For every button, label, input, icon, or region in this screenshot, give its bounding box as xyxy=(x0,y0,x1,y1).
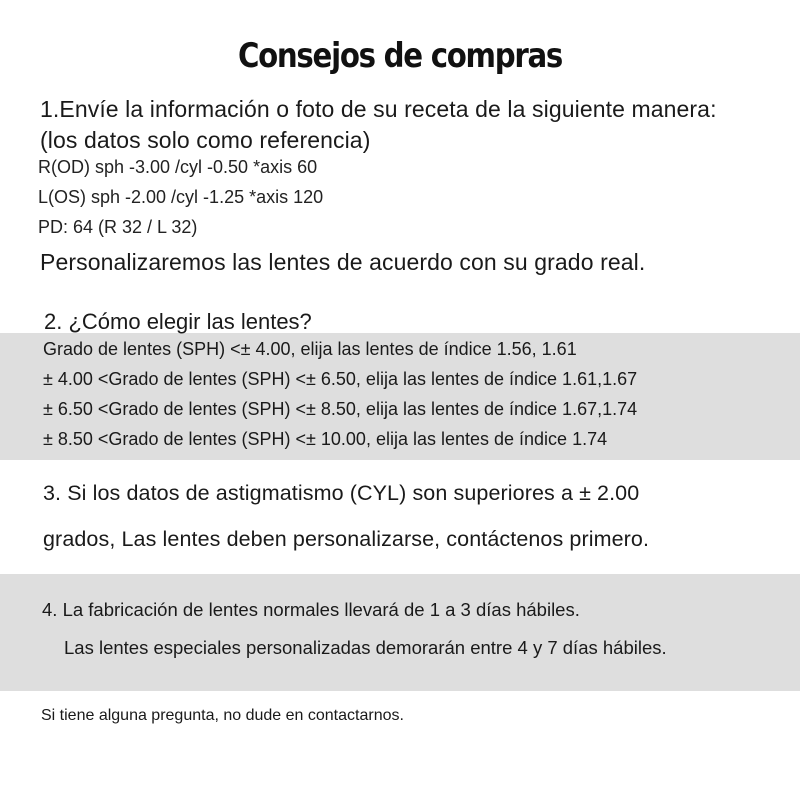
section2-heading: 2. ¿Cómo elegir las lentes? xyxy=(44,309,312,334)
lens-index-row: ± 4.00 <Grado de lentes (SPH) <± 6.50, elija las lentes de índice 1.61,1.67 xyxy=(43,369,638,389)
footer-note: Si tiene alguna pregunta, no dude en contactarnos. xyxy=(41,707,404,724)
section3-line1: 3. Si los datos de astigmatismo (CYL) son superiores a ± 2.00 xyxy=(43,481,640,505)
prescription-right-eye: R(OD) sph -3.00 /cyl -0.50 *axis 60 xyxy=(38,157,318,177)
page-title: Consejos de compras xyxy=(237,36,563,76)
prescription-left-eye: L(OS) sph -2.00 /cyl -1.25 *axis 120 xyxy=(38,187,324,207)
section4-line2: Las lentes especiales personalizadas demorarán entre 4 y 7 días hábiles. xyxy=(64,637,667,658)
section1-closing: Personalizaremos las lentes de acuerdo con su grado real. xyxy=(40,249,646,275)
section1-note: (los datos solo como referencia) xyxy=(40,127,371,153)
lens-index-row: Grado de lentes (SPH) <± 4.00, elija las lentes de índice 1.56, 1.61 xyxy=(43,339,577,359)
lens-index-row: ± 8.50 <Grado de lentes (SPH) <± 10.00, elija las lentes de índice 1.74 xyxy=(43,429,608,449)
prescription-pd: PD: 64 (R 32 / L 32) xyxy=(38,217,198,237)
section4-line1: 4. La fabricación de lentes normales llevará de 1 a 3 días hábiles. xyxy=(42,599,580,620)
lens-index-row: ± 6.50 <Grado de lentes (SPH) <± 8.50, elija las lentes de índice 1.67,1.74 xyxy=(43,399,638,419)
section4-band xyxy=(0,574,800,691)
section3-line2: grados, Las lentes deben personalizarse, contáctenos primero. xyxy=(43,527,650,551)
section1-heading: 1.Envíe la información o foto de su receta de la siguiente manera: xyxy=(40,96,717,122)
